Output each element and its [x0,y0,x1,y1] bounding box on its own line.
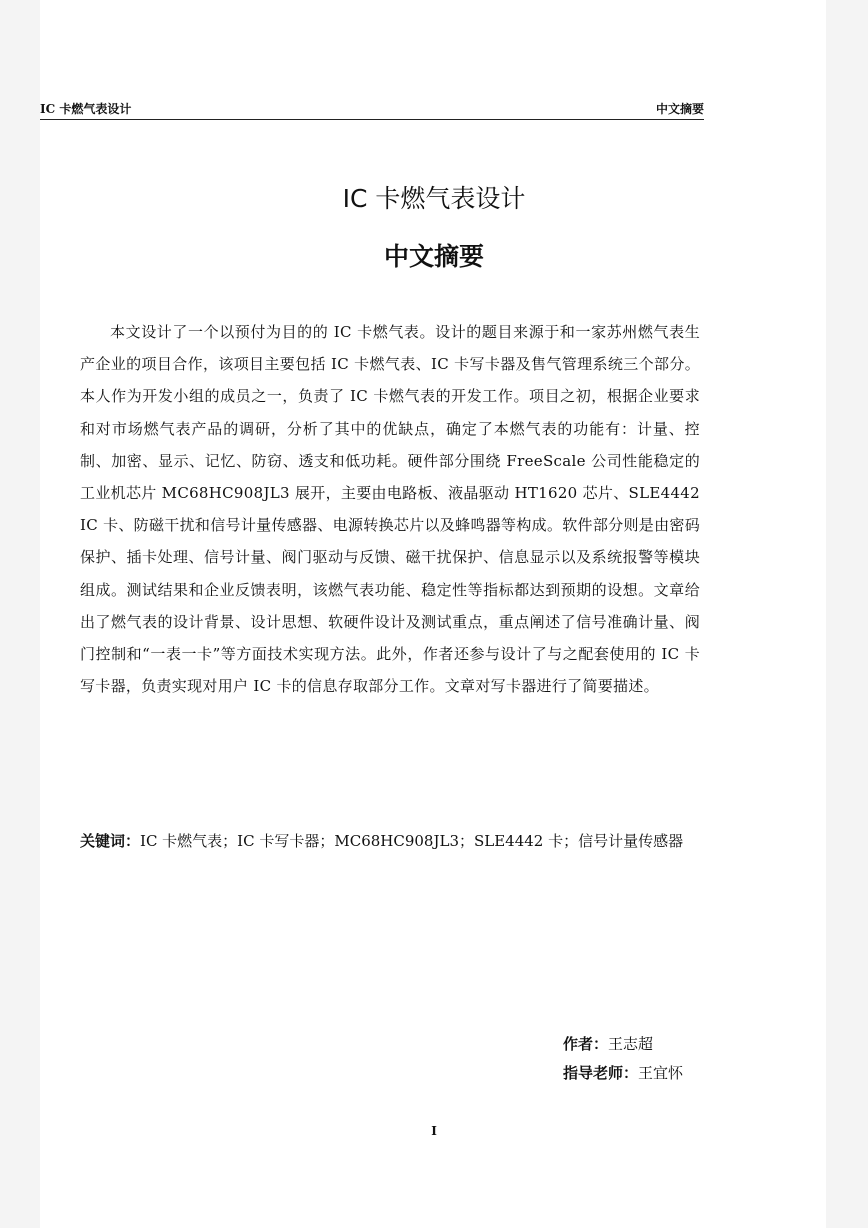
author-row [563,1030,723,1059]
page-number: I [431,1124,437,1138]
running-header [40,101,704,120]
abstract-paragraph: 本文设计了一个以预付为目的的 IC 卡燃气表。设计的题目来源于和一家苏州燃气表生产企业的项目合作，该项目主要包括 IC 卡燃气表、IC 卡写卡器及售气管理系统三个部分。本人作为开发小组的成员之一，负责了 IC 卡燃气表的开发工作。项目之初，根据企业要求和对市场燃气表产品的调研，分析了其中的优缺点，确定了本燃气表的功能有：计量、控制、加密、显示、记忆、防窃、透支和低功耗。硬件部分围绕 FreeScale 公司性能稳定的工业机芯片 MC68HC908JL3 展开，主要由电路板、液晶驱动 HT1620 芯片、SLE4442 IC 卡、防磁干扰和信号计量传感器、电源转换芯片以及蜂鸣器等构成。软件部分则是由密码保护、插卡处理、信号计量、阀门驱动与反馈、磁干扰保护、信息显示以及系统报警等模块组成。测试结果和企业反馈表明，该燃气表功能、稳定性等指标都达到预期的设想。文章给出了燃气表的设计背景、设计思想、软硬件设计及测试重点，重点阐述了信号准确计量、阀门控制和“一表一卡”等方面技术实现方法。此外，作者还参与设计了与之配套使用的 IC 卡写卡器，负责实现对用户 IC 卡的信息存取部分工作。文章对写卡器进行了简要描述。 [80,323,700,696]
advisor-name: 王宜怀 [638,1064,684,1082]
keywords-line [80,828,720,854]
section-title: 中文摘要 [383,242,484,271]
author-label: 作者： [563,1035,609,1053]
advisor-row [563,1059,723,1088]
header-section-name: 中文摘要 [655,102,704,116]
keywords-label: 关键词： [80,832,141,850]
keywords-text: IC 卡燃气表；IC 卡写卡器；MC68HC908JL3；SLE4442 卡；信号计量传感器 [140,832,684,850]
credits-block [563,1030,723,1088]
header-document-title: IC 卡燃气表设计 [40,102,132,116]
document-title: IC 卡燃气表设计 [342,184,526,213]
author-name: 王志超 [608,1035,654,1053]
advisor-label: 指导老师： [563,1064,639,1082]
